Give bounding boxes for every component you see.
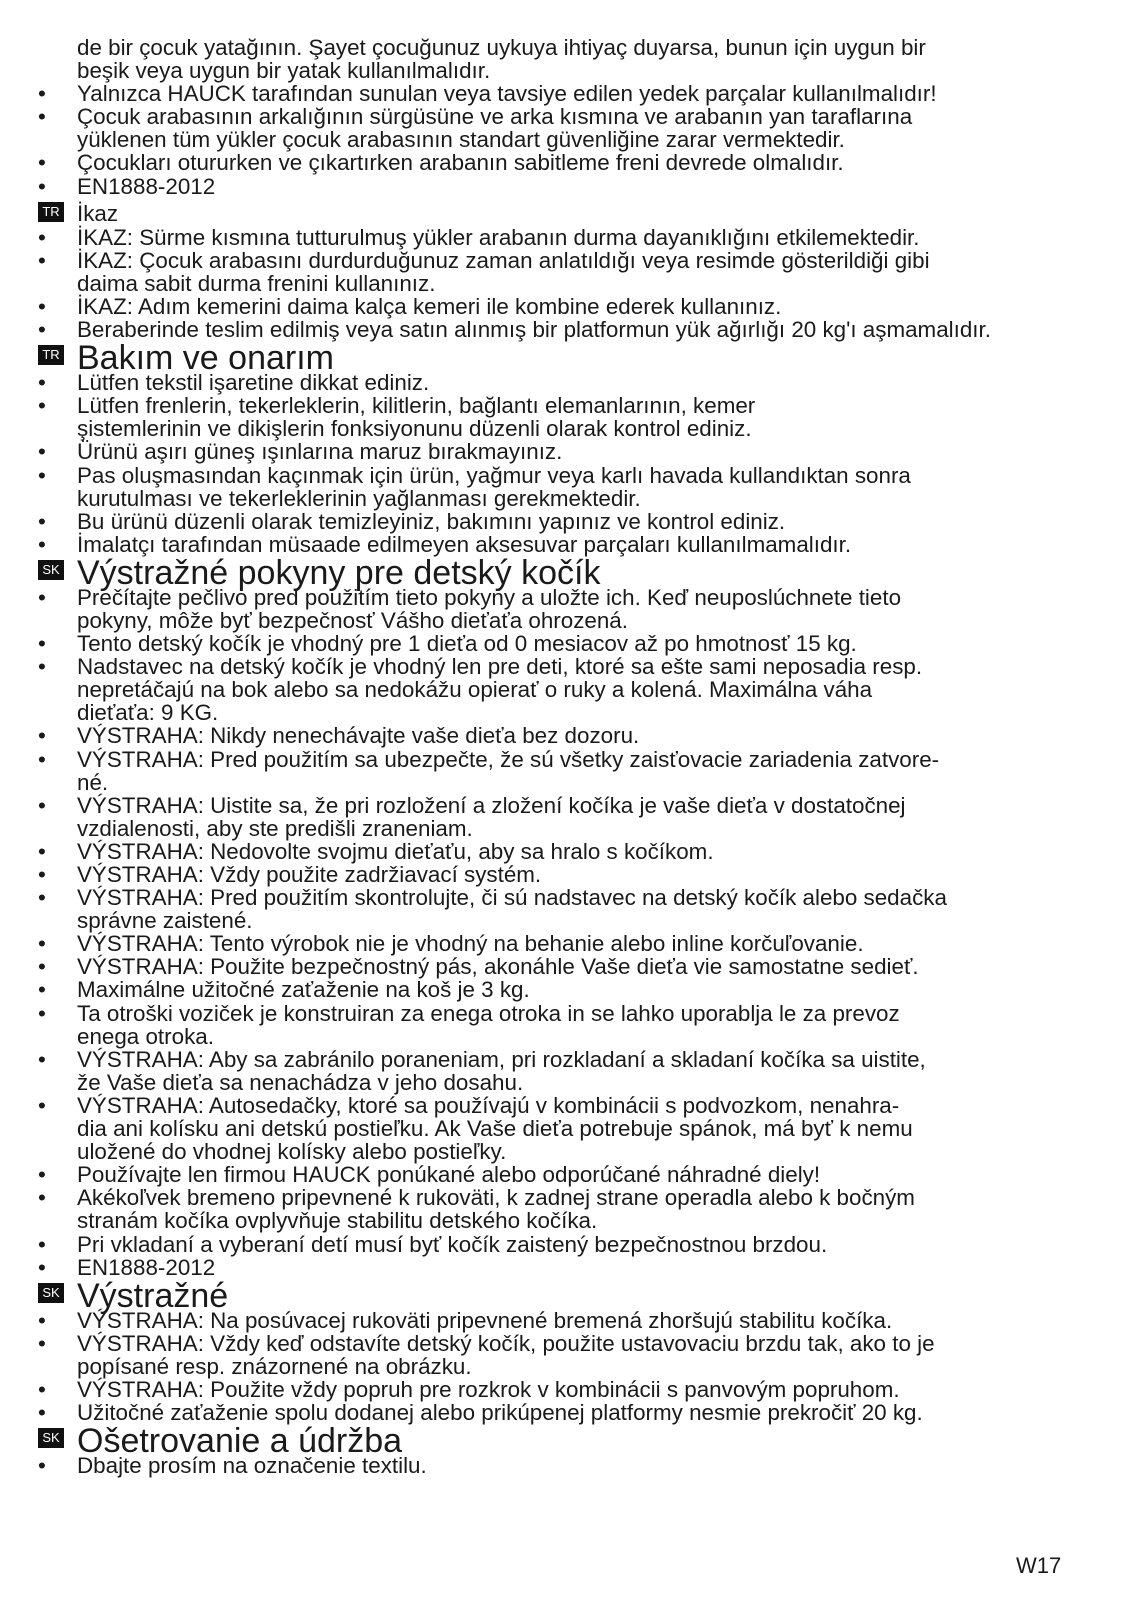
line-text: VÝSTRAHA: Na posúvacej rukoväti pripevnené bremená zhoršujú stabilitu kočíka. (77, 1307, 893, 1333)
bullet-icon (38, 1256, 58, 1279)
line-text: VÝSTRAHA: Vždy keď odstavíte detský kočík, použite ustavovaciu brzdu tak, ako to je (77, 1330, 935, 1356)
line-text: Nadstavec na detský kočík je vhodný len pre deti, ktoré sa ešte sami neposadia resp. (77, 654, 923, 680)
bullet-item (38, 1002, 1118, 1025)
bullet-icon (38, 510, 58, 533)
line-text: dieťaťa: 9 KG. (77, 700, 219, 726)
bullet-icon (38, 1163, 58, 1186)
line-text: İKAZ: Çocuk arabasını durdurduğunuz zaman anlatıldığı veya resimde gösterildiği gibi (77, 247, 930, 273)
line-text: İKAZ: Adım kemerini daima kalça kemeri ile kombine ederek kullanınız. (77, 293, 782, 319)
bullet-item (38, 105, 1118, 128)
line-text: daima sabit durma frenini kullanınız. (77, 270, 436, 296)
line-text: VÝSTRAHA: Použite vždy popruh pre rozkrok v kombinácii s panvovým popruhom. (77, 1376, 900, 1402)
bullet-item (38, 932, 1118, 955)
line-text: Bu ürünü düzenli olarak temizleyiniz, bakımını yapınız ve kontrol ediniz. (77, 508, 786, 534)
line-text: Çocuk arabasının arkalığının sürgüsüne ve arka kısmına ve arabanın yan taraflarına (77, 104, 913, 130)
line-text: EN1888-2012 (77, 173, 216, 199)
continuation-line (38, 817, 1118, 840)
continuation-line (38, 417, 1118, 440)
bullet-item (38, 863, 1118, 886)
line-text: VÝSTRAHA: Nedovolte svojmu dieťaťu, aby sa hralo s kočíkom. (77, 838, 714, 864)
line-text: VÝSTRAHA: Pred použitím skontrolujte, či sú nadstavec na detský kočík alebo sedačka (77, 885, 947, 911)
section-heading-text: Výstražné (77, 1276, 229, 1315)
bullet-item (38, 464, 1118, 487)
bullet-icon (38, 886, 58, 909)
bullet-item (38, 394, 1118, 417)
continuation-line (38, 701, 1118, 724)
bullet-icon (38, 1048, 58, 1071)
line-text: Beraberinde teslim edilmiş veya satın alınmış bir platformun yük ağırlığı 20 kg'ı aşmamalıdır. (77, 317, 991, 343)
line-text: EN1888-2012 (77, 1254, 216, 1280)
line-text: kurutulması ve tekerleklerinin yağlanması gerekmektedir. (77, 485, 641, 511)
bullet-icon (38, 863, 58, 886)
continuation-line (38, 1355, 1118, 1378)
bullet-item (38, 955, 1118, 978)
bullet-icon (38, 1401, 58, 1424)
bullet-icon (38, 1233, 58, 1256)
bullet-icon (38, 440, 58, 463)
bullet-item (38, 1332, 1118, 1355)
line-text: Çocukları otururken ve çıkartırken arabanın sabitleme freni devrede olmalıdır. (77, 150, 844, 176)
continuation-line (38, 1209, 1118, 1232)
bullet-item (38, 1163, 1118, 1186)
bullet-item (38, 794, 1118, 817)
bullet-icon (38, 1186, 58, 1209)
bullet-item (38, 632, 1118, 655)
bullet-item (38, 978, 1118, 1001)
line-text: Yalnızca HAUCK tarafından sunulan veya tavsiye edilen yedek parçalar kullanılmalıdır! (77, 81, 937, 107)
language-badge: SK (38, 1283, 64, 1303)
line-text: VÝSTRAHA: Použite bezpečnostný pás, akonáhle Vaše dieťa vie samostatne sedieť. (77, 954, 919, 980)
section-heading-text: İkaz (77, 200, 119, 226)
continuation-line (38, 1025, 1118, 1048)
bullet-item (38, 724, 1118, 747)
section-heading (38, 1276, 1118, 1315)
bullet-icon (38, 464, 58, 487)
section-heading (38, 202, 1118, 226)
continuation-line (38, 272, 1118, 295)
line-text: uložené do vhodnej kolísky alebo postieľky. (77, 1139, 507, 1165)
bullet-item (38, 655, 1118, 678)
bullet-icon (38, 724, 58, 747)
bullet-icon (38, 840, 58, 863)
line-text: Pas oluşmasından kaçınmak için ürün, yağmur veya karlı havada kullandıktan sonra (77, 462, 911, 488)
language-badge: TR (38, 345, 64, 365)
bullet-icon (38, 1332, 58, 1355)
line-text: né. (77, 769, 109, 795)
bullet-item (38, 1048, 1118, 1071)
bullet-item (38, 82, 1118, 105)
bullet-item (38, 1186, 1118, 1209)
line-text: pokyny, môže byť bezpečnosť Vášho dieťaťa ohrozená. (77, 607, 628, 633)
bullet-item (38, 1233, 1118, 1256)
bullet-icon (38, 1002, 58, 1025)
continuation-line (38, 678, 1118, 701)
bullet-item (38, 533, 1118, 556)
line-text: enega otroka. (77, 1023, 214, 1049)
line-text: stranám kočíka ovplyvňuje stabilitu detského kočíka. (77, 1208, 598, 1234)
bullet-item (38, 249, 1118, 272)
line-text: şistemlerinin ve dikişlerin fonksiyonunu düzenli olarak kontrol ediniz. (77, 416, 752, 442)
line-text: İKAZ: Sürme kısmına tutturulmuş yükler arabanın durma dayanıklığını etkilemektedir. (77, 224, 920, 250)
section-heading (38, 553, 1118, 592)
bullet-icon (38, 249, 58, 272)
bullet-item (38, 510, 1118, 533)
bullet-icon (38, 394, 58, 417)
bullet-item (38, 1094, 1118, 1117)
section-heading-text: Ošetrovanie a údržba (77, 1422, 403, 1461)
bullet-icon (38, 632, 58, 655)
line-text: Používajte len firmou HAUCK ponúkané alebo odporúčané náhradné diely! (77, 1162, 821, 1188)
bullet-item (38, 226, 1118, 249)
bullet-item (38, 318, 1118, 341)
bullet-item (38, 1378, 1118, 1401)
bullet-icon (38, 586, 58, 609)
bullet-item (38, 175, 1118, 198)
continuation-line (38, 771, 1118, 794)
bullet-icon (38, 748, 58, 771)
bullet-icon (38, 1454, 58, 1477)
bullet-icon (38, 371, 58, 394)
continuation-line (38, 36, 1118, 59)
continuation-line (38, 1117, 1118, 1140)
bullet-icon (38, 955, 58, 978)
section-heading (38, 1422, 1118, 1461)
continuation-line (38, 59, 1118, 82)
line-text: Prečítajte pečlivo pred použitím tieto pokyny a uložte ich. Keď neuposlúchnete tieto (77, 584, 902, 610)
line-text: Akékoľvek bremeno pripevnené k rukoväti, k zadnej strane operadla alebo k bočným (77, 1185, 915, 1211)
bullet-item (38, 748, 1118, 771)
bullet-icon (38, 175, 58, 198)
line-text: VÝSTRAHA: Autosedačky, ktoré sa používajú v kombinácii s podvozkom, nenahra- (77, 1092, 900, 1118)
language-badge: TR (38, 202, 64, 222)
line-text: VÝSTRAHA: Pred použitím sa ubezpečte, že sú všetky zaisťovacie zariadenia zatvore- (77, 746, 940, 772)
page-number: W17 (1016, 1553, 1062, 1578)
line-text: yüklenen tüm yükler çocuk arabasının standart güvenliğine zarar vermektedir. (77, 127, 845, 153)
bullet-icon (38, 655, 58, 678)
bullet-icon (38, 978, 58, 1001)
language-badge: SK (38, 1428, 64, 1448)
bullet-item (38, 371, 1118, 394)
line-text: Ta otroški voziček je konstruiran za enega otroka in se lahko uporablja le za prevoz (77, 1000, 900, 1026)
bullet-item (38, 1454, 1118, 1477)
line-text: VÝSTRAHA: Nikdy nenechávajte vaše dieťa bez dozoru. (77, 723, 640, 749)
bullet-icon (38, 226, 58, 249)
line-text: VÝSTRAHA: Tento výrobok nie je vhodný na behanie alebo inline korčuľovanie. (77, 931, 864, 957)
line-text: Pri vkladaní a vyberaní detí musí byť kočík zaistený bezpečnostnou brzdou. (77, 1231, 828, 1257)
bullet-icon (38, 82, 58, 105)
continuation-line (38, 909, 1118, 932)
line-text: de bir çocuk yatağının. Şayet çocuğunuz uykuya ihtiyaç duyarsa, bunun için uygun bir (77, 35, 926, 60)
line-text: Užitočné zaťaženie spolu dodanej alebo prikúpenej platformy nesmie prekročiť 20 kg. (77, 1400, 923, 1426)
bullet-item (38, 1401, 1118, 1424)
line-text: beşik veya uygun bir yatak kullanılmalıdır. (77, 58, 491, 84)
line-text: nepretáčajú na bok alebo sa nedokážu opierať o ruky a kolená. Maximálna váha (77, 677, 873, 703)
bullet-icon (38, 794, 58, 817)
line-text: popísané resp. znázornené na obrázku. (77, 1353, 472, 1379)
line-text: Tento detský kočík je vhodný pre 1 dieťa od 0 mesiacov až po hmotnosť 15 kg. (77, 631, 857, 657)
line-text: vzdialenosti, aby ste predišli zraneniam. (77, 815, 473, 841)
bullet-item (38, 586, 1118, 609)
bullet-icon (38, 1309, 58, 1332)
line-text: Ürünü aşırı güneş ışınlarına maruz bırakmayınız. (77, 439, 563, 465)
section-heading-text: Bakım ve onarım (77, 339, 334, 378)
bullet-icon (38, 295, 58, 318)
line-text: VÝSTRAHA: Vždy použite zadržiavací systém. (77, 862, 542, 887)
bullet-item (38, 840, 1118, 863)
section-heading-text: Výstražné pokyny pre detský kočík (77, 553, 601, 592)
continuation-line (38, 1140, 1118, 1163)
line-text: Lütfen tekstil işaretine dikkat ediniz. (77, 370, 430, 396)
bullet-icon (38, 1094, 58, 1117)
bullet-item (38, 1309, 1118, 1332)
line-text: dia ani kolísku ani detskú postieľku. Ak Vaše dieťa potrebuje spánok, má byť k nemu (77, 1116, 913, 1142)
bullet-icon (38, 105, 58, 128)
bullet-icon (38, 932, 58, 955)
section-heading (38, 339, 1118, 378)
bullet-icon (38, 1378, 58, 1401)
line-text: VÝSTRAHA: Uistite sa, že pri rozložení a zložení kočíka je vaše dieťa v dostatočnej (77, 792, 906, 818)
line-text: Dbajte prosím na označenie textilu. (77, 1453, 427, 1479)
line-text: že Vaše dieťa sa nenachádza v jeho dosahu. (77, 1069, 524, 1095)
continuation-line (38, 487, 1118, 510)
manual-text-body (38, 36, 1118, 1477)
bullet-icon (38, 151, 58, 174)
continuation-line (38, 1071, 1118, 1094)
bullet-icon (38, 318, 58, 341)
line-text: VÝSTRAHA: Aby sa zabránilo poraneniam, pri rozkladaní a skladaní kočíka sa uistite, (77, 1046, 926, 1072)
line-text: Maximálne užitočné zaťaženie na koš je 3 kg. (77, 977, 530, 1003)
bullet-item (38, 151, 1118, 174)
line-text: Lütfen frenlerin, tekerleklerin, kilitlerin, bağlantı elemanlarının, kemer (77, 393, 756, 419)
continuation-line (38, 128, 1118, 151)
bullet-item (38, 440, 1118, 463)
line-text: İmalatçı tarafından müsaade edilmeyen aksesuvar parçaları kullanılmamalıdır. (77, 531, 852, 557)
bullet-item (38, 886, 1118, 909)
bullet-icon (38, 533, 58, 556)
language-badge: SK (38, 560, 64, 580)
continuation-line (38, 609, 1118, 632)
bullet-item (38, 295, 1118, 318)
bullet-item (38, 1256, 1118, 1279)
line-text: správne zaistené. (77, 908, 253, 934)
